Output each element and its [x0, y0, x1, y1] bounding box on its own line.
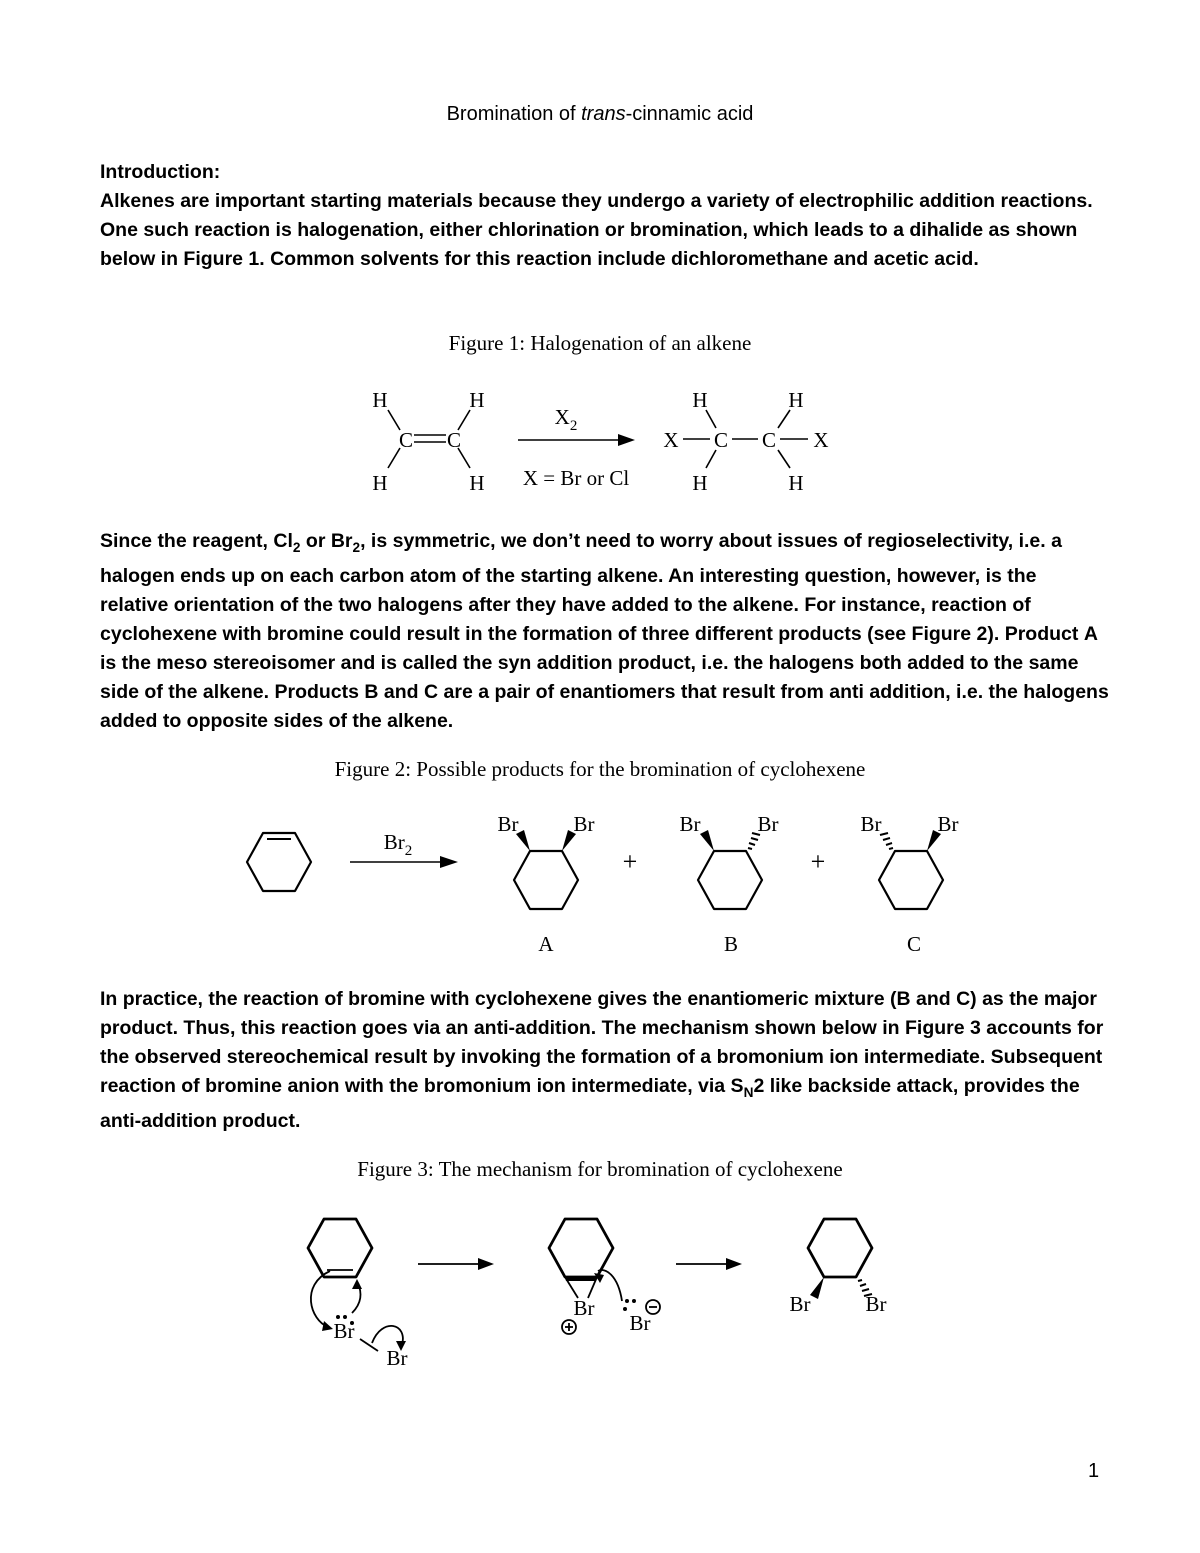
figure2-reagent-subscript: 2	[404, 843, 413, 859]
figure1-reagent-symbol: X	[554, 405, 570, 429]
title-prefix: Bromination of	[446, 103, 582, 125]
mech-bromonium-ring	[549, 1219, 613, 1277]
mech-br-2: Br	[386, 1346, 408, 1370]
p3-sub-n: N	[743, 1084, 754, 1100]
paragraph-mechanism	[100, 985, 1110, 1136]
plus-sign-2: +	[810, 847, 826, 876]
mech-curved-arrow-1	[311, 1271, 330, 1327]
figure1-reagent-subscript: 2	[569, 418, 578, 434]
bromonium-bold-bond	[565, 1277, 597, 1281]
p2-bold-a: A	[1083, 622, 1098, 645]
ring-a-br-right: Br	[573, 812, 595, 836]
p2-sub-1: 2	[292, 539, 301, 555]
p2-text-4: is the meso stereoisomer and is called the syn addition product, i.e. the halogens both added to the same side of the alkene. Products	[100, 651, 1079, 703]
figure1-diagram	[0, 380, 1200, 510]
ring-c-br-left: Br	[860, 812, 882, 836]
product-br-right: Br	[865, 1292, 887, 1316]
lone-pair-dot-6	[623, 1307, 627, 1311]
figure3-caption: Figure 3: The mechanism for bromination of cyclohexene	[357, 1157, 843, 1181]
title-italic: trans	[581, 103, 626, 125]
paragraph-mechanism-text	[100, 985, 1110, 1136]
product-h-topleft: H	[692, 388, 708, 412]
alkene-h-topleft: H	[372, 388, 388, 412]
plus-sign-1: +	[622, 847, 638, 876]
figure2-arrow-head	[440, 856, 458, 868]
product-h-bottomleft: H	[692, 471, 708, 495]
cyclohexene-ring	[247, 833, 311, 891]
label-b: B	[723, 932, 739, 956]
figure1-caption: Figure 1: Halogenation of an alkene	[448, 331, 752, 355]
mech-cyclohexene-ring	[308, 1219, 372, 1277]
alkene-bond-h2	[458, 410, 470, 430]
title-suffix: -cinnamic acid	[625, 103, 754, 125]
alkene-h-bottomleft: H	[372, 471, 388, 495]
figure1-condition: X = Br or Cl	[522, 466, 630, 490]
p2-text-3: , is symmetric, we don’t need to worry about issues of regioselectivity, i.e. a halogen ends up on each carbon atom of the starting alkene. An interesting question, however, is the relative orientation of the two halogens after they have added to the alkene. For instance, reaction of cyclohexene with bromine could result in the formation of three different products (see Figure 2). Product	[100, 530, 1084, 645]
figure2-reagent	[384, 830, 413, 859]
alkene-h-bottomright: H	[469, 471, 485, 495]
mech-product-ring	[808, 1219, 872, 1277]
page-number: 1	[1088, 1460, 1100, 1482]
product-h-bottomright: H	[788, 471, 804, 495]
figure3-diagram	[0, 1205, 1200, 1395]
paragraph-regioselectivity-text	[100, 527, 1110, 736]
mech-arrowhead-1	[322, 1321, 333, 1331]
product-bond-h1	[706, 410, 716, 428]
figure2-caption: Figure 2: Possible products for the bromination of cyclohexene	[334, 757, 866, 781]
introduction-text: Alkenes are important starting materials because they undergo a variety of electrophilic addition reactions. One such reaction is halogenation, either chlorination or bromination, which leads to a dihalide as shown below in Figure 1. Common solvents for this reaction include dichloromethane and acetic acid.	[100, 190, 1093, 270]
mech-arrow-2-head	[726, 1258, 742, 1270]
figure1-reagent	[555, 405, 578, 434]
figure2-reagent-symbol: Br	[383, 830, 405, 854]
product-h-topright: H	[788, 388, 804, 412]
introduction-section	[100, 158, 1110, 274]
p2-text-6: are a pair of enantiomers that result from anti addition, i.e. the halogens added to opposite sides of the alkene.	[100, 680, 1109, 732]
product-c-left: C	[713, 428, 729, 452]
alkene-c-left: C	[398, 428, 414, 452]
label-c: C	[906, 932, 922, 956]
product-br-left: Br	[789, 1292, 811, 1316]
introduction-heading: Introduction:	[100, 161, 221, 183]
p3-text-1: In practice, the reaction of bromine with cyclohexene gives the enantiomeric mixture (	[100, 988, 897, 1010]
product-bond-h3	[706, 450, 716, 468]
alkene-c-right: C	[446, 428, 462, 452]
p3-text-3: ) as the major product. Thus, this reaction goes via an anti-addition. The mechanism shown below in Figure 3 accounts for the observed stereochemical result by invoking the formation of a bromonium ion intermediate. Subsequent reaction of bromine anion with the bromonium ion intermediate, via S	[100, 988, 1104, 1097]
mech-arrow-1-head	[478, 1258, 494, 1270]
paragraph-regioselectivity	[100, 527, 1110, 736]
ring-b-wedge-left	[700, 830, 714, 851]
ring-a	[514, 851, 578, 909]
product-c-right: C	[761, 428, 777, 452]
p3-text-2: and	[910, 988, 957, 1010]
p2-text-2: or Br	[300, 530, 353, 552]
product-x-right: X	[813, 428, 829, 452]
bromonium-br: Br	[573, 1296, 595, 1320]
ring-c-br-right: Br	[937, 812, 959, 836]
figure2-diagram	[0, 805, 1200, 965]
p3-bold-c: C	[956, 988, 971, 1010]
mech-arrowhead-2	[352, 1279, 362, 1289]
mech-br-1: Br	[333, 1319, 355, 1343]
ring-b-br-left: Br	[679, 812, 701, 836]
product-bond-h2	[778, 410, 790, 428]
p2-text-5: and	[378, 680, 425, 703]
document-title	[0, 103, 1200, 126]
product-wedge	[810, 1277, 824, 1299]
p2-bold-b: B	[364, 680, 379, 703]
ring-c	[879, 851, 943, 909]
alkene-bond-h1	[388, 410, 400, 430]
alkene-h-topright: H	[469, 388, 485, 412]
p3-text-4: 2 like backside attack, provides the anti-addition product.	[100, 1075, 1080, 1132]
ring-b	[698, 851, 762, 909]
p2-text-1: Since the reagent, Cl	[100, 530, 293, 552]
lone-pair-dot-4	[625, 1299, 629, 1303]
p2-sub-2: 2	[352, 539, 361, 555]
mech-br-br-bond	[360, 1339, 378, 1351]
figure1-arrow-head	[618, 434, 635, 446]
bromide-anion-br: Br	[629, 1311, 651, 1335]
lone-pair-dot-5	[632, 1299, 636, 1303]
product-x-left: X	[663, 428, 679, 452]
label-a: A	[538, 932, 554, 956]
p3-bold-b: B	[896, 988, 911, 1010]
p2-bold-c: C	[424, 680, 439, 703]
ring-a-br-left: Br	[497, 812, 519, 836]
ring-c-dash-left	[880, 833, 893, 849]
product-bond-h4	[778, 450, 790, 468]
ring-b-br-right: Br	[757, 812, 779, 836]
